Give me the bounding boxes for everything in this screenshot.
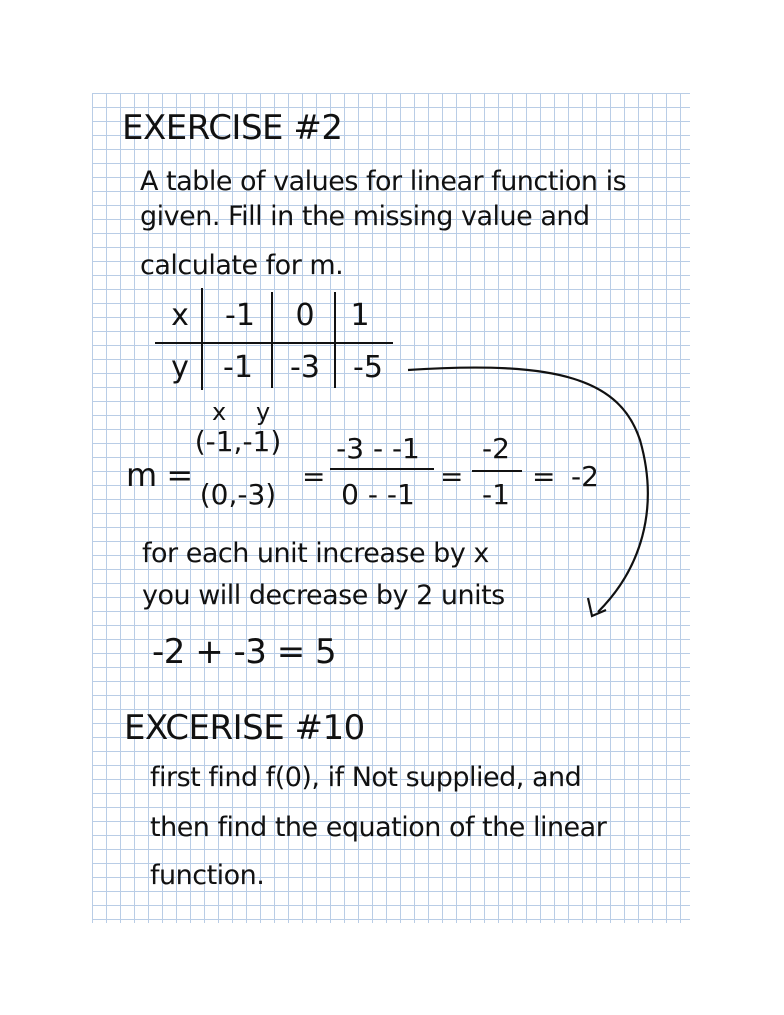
slope-col-label-y: y <box>256 398 270 426</box>
slope-col-label-x: x <box>212 398 226 426</box>
curved-arrow-shaft <box>408 368 648 612</box>
exercise-10-prompt-line-1: first find f(0), if Not supplied, and <box>150 762 582 793</box>
table-y-value-2: -3 <box>290 350 320 385</box>
table-x-value-1: -1 <box>225 298 255 333</box>
explanation-line-1: for each unit increase by x <box>142 538 489 569</box>
table-y-label: y <box>171 350 189 385</box>
slope-result: -2 <box>571 460 599 493</box>
slope-point-1: (-1,-1) <box>194 425 282 458</box>
table-x-label: x <box>171 298 189 333</box>
table-y-value-1: -1 <box>223 350 253 385</box>
exercise-2-prompt-line-1: A table of values for linear function is <box>140 166 627 197</box>
explanation-line-2: you will decrease by 2 units <box>142 580 505 611</box>
slope-m-label: m = <box>126 456 193 494</box>
exercise-10-title: EXCERISE #10 <box>124 708 365 748</box>
table-x-value-3: 1 <box>350 298 370 333</box>
slope-fraction-1-numerator: -3 - -1 <box>336 432 420 465</box>
slope-equals-3: = <box>532 460 556 493</box>
exercise-2-title: EXERCISE #2 <box>122 108 343 148</box>
exercise-10-prompt-line-3: function. <box>150 860 265 891</box>
slope-equals-1: = <box>302 460 326 493</box>
exercise-2-prompt-line-3: calculate for m. <box>140 250 344 281</box>
slope-fraction-1-denominator: 0 - -1 <box>341 478 415 511</box>
slope-point-2: (0,-3) <box>199 478 277 511</box>
slope-fraction-2-numerator: -2 <box>482 432 510 465</box>
slope-equals-2: = <box>440 460 464 493</box>
exercise-10-prompt-line-2: then find the equation of the linear <box>150 812 607 843</box>
exercise-2-prompt-line-2: given. Fill in the missing value and <box>140 201 590 232</box>
slope-fraction-2-denominator: -1 <box>482 478 510 511</box>
sum-line: -2 + -3 = 5 <box>152 632 337 672</box>
table-y-value-3: -5 <box>353 350 383 385</box>
table-x-value-2: 0 <box>295 298 315 333</box>
